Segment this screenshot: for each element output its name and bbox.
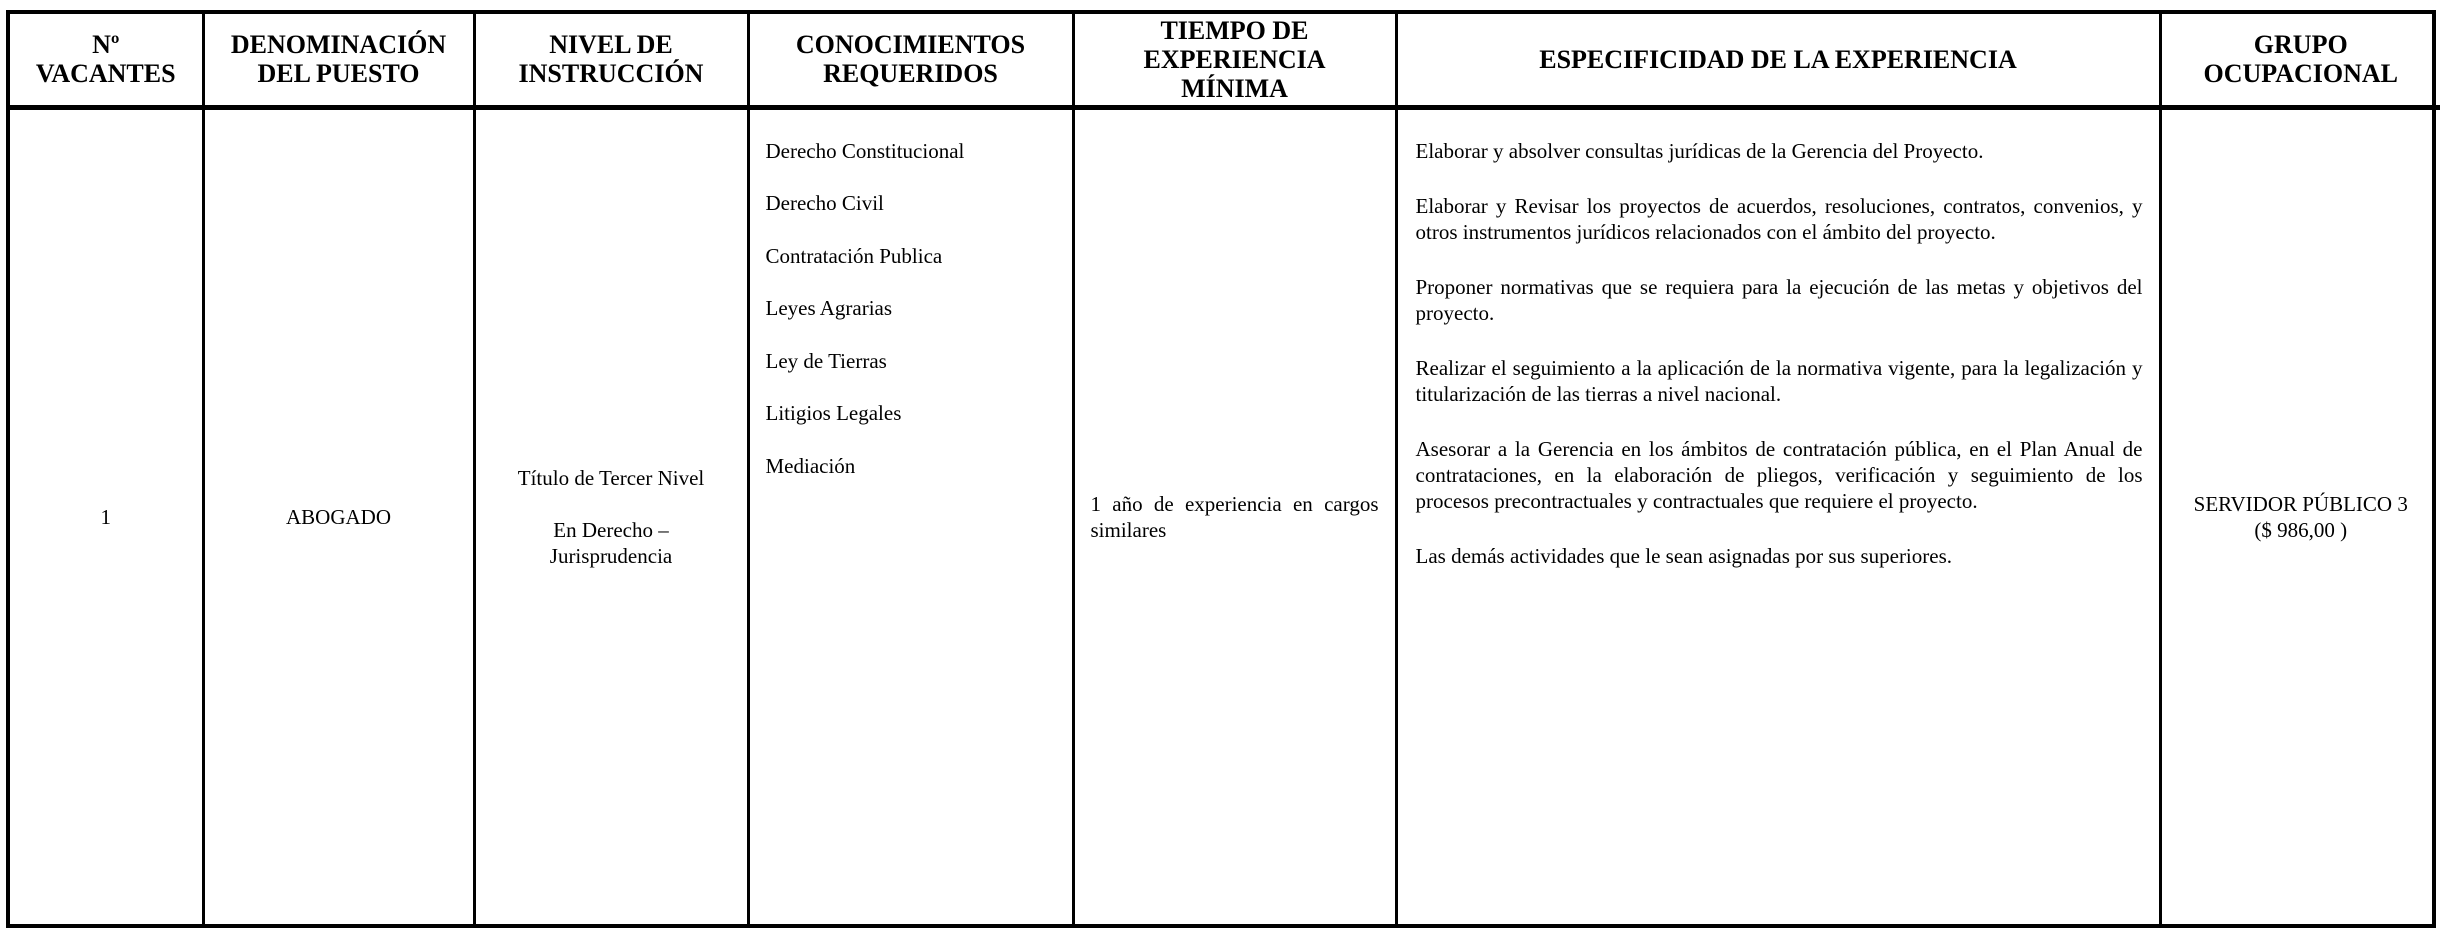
list-item: Derecho Civil (765, 191, 884, 215)
nivel-line-1: Título de Tercer Nivel (517, 465, 705, 490)
list-item: Mediación (765, 453, 856, 478)
table-header-row (10, 14, 2440, 107)
cell-grupo-ocupacional (2160, 107, 2440, 924)
cell-vacantes (10, 107, 203, 924)
vacancy-table-container (6, 10, 2436, 928)
list-item: Realizar el seguimiento a la aplicación de la normativa vigente, para la legalización y titularización de las tierras a nivel nacional. (1415, 355, 2143, 406)
list-item: Las demás actividades que le sean asignadas por sus superiores. (1415, 543, 1953, 568)
vacancy-table (10, 14, 2440, 924)
header-nivel-instruccion: NIVEL DE INSTRUCCIÓN (474, 14, 748, 107)
cell-especificidad (1396, 107, 2160, 924)
cell-denominacion (203, 107, 474, 924)
grupo-line-2: ($ 986,00 ) (2254, 517, 2348, 542)
list-item: Elaborar y Revisar los proyectos de acuerdos, resoluciones, contratos, convenios, y otros instrumentos jurídicos relacionados con el ámbito del proyecto. (1415, 193, 2143, 244)
denominacion-value: ABOGADO (286, 504, 391, 529)
header-grupo-ocupacional: GRUPO OCUPACIONAL (2160, 14, 2440, 107)
tiempo-value: 1 año de experiencia en cargos similares (1090, 491, 1379, 542)
cell-tiempo-experiencia (1073, 107, 1396, 924)
list-item: Litigios Legales (765, 401, 902, 425)
conocimientos-list (750, 110, 1072, 479)
nivel-line-2: En Derecho – (553, 517, 669, 542)
cell-conocimientos (748, 107, 1073, 924)
table-row (10, 107, 2440, 924)
nivel-line-3: Jurisprudencia (549, 543, 673, 568)
list-item: Leyes Agrarias (765, 296, 893, 320)
header-vacantes: Nº VACANTES (10, 14, 203, 107)
header-tiempo-experiencia: TIEMPO DE EXPERIENCIA MÍNIMA (1073, 14, 1396, 107)
vacantes-value: 1 (100, 504, 111, 529)
especificidad-list (1398, 110, 2159, 569)
cell-nivel-instruccion (474, 107, 748, 924)
header-especificidad: ESPECIFICIDAD DE LA EXPERIENCIA (1396, 14, 2160, 107)
list-item: Contratación Publica (765, 243, 943, 268)
list-item: Asesorar a la Gerencia en los ámbitos de contratación pública, en el Plan Anual de contrataciones, en la elaboración de pliegos, verificación y seguimiento de los procesos precontractuales y contractuales que requiere el proyecto. (1415, 436, 2143, 513)
list-item: Ley de Tierras (765, 348, 887, 373)
grupo-line-1: SERVIDOR PÚBLICO 3 (2193, 491, 2408, 516)
header-denominacion: DENOMINACIÓN DEL PUESTO (203, 14, 474, 107)
list-item: Proponer normativas que se requiera para la ejecución de las metas y objetivos del proyecto. (1415, 274, 2143, 325)
header-conocimientos: CONOCIMIENTOS REQUERIDOS (748, 14, 1073, 107)
list-item: Derecho Constitucional (765, 138, 965, 163)
list-item: Elaborar y absolver consultas jurídicas de la Gerencia del Proyecto. (1415, 138, 1984, 163)
